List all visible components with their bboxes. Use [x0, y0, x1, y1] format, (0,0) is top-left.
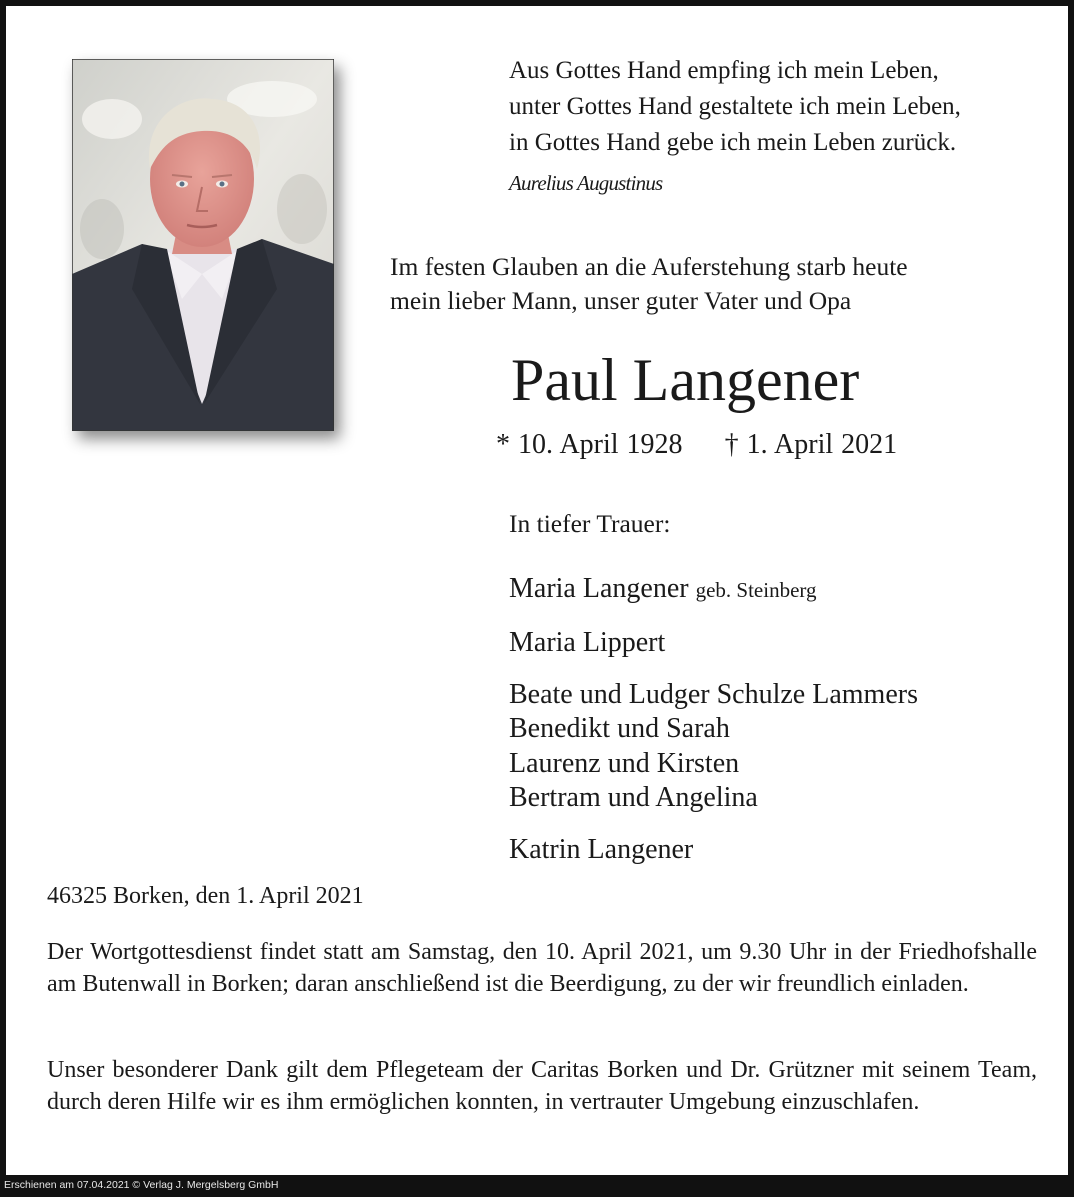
mourner-item: Benedikt und Sarah — [509, 713, 730, 744]
portrait-image — [72, 59, 334, 431]
mourning-label: In tiefer Trauer: — [509, 509, 671, 538]
quote-block — [509, 53, 961, 161]
mourner-name: Maria Langener — [509, 573, 689, 604]
quote-author: Aurelius Augustinus — [509, 171, 663, 195]
service-paragraph: Der Wortgottesdienst findet statt am Samstag, den 10. April 2021, um 9.30 Uhr in der Friedhofshalle am Butenwall in Borken; daran anschließend ist die Beerdigung, zu der wir freundlich einladen. — [47, 939, 1037, 997]
intro-text — [390, 250, 908, 318]
mourner-item: Beate und Ludger Schulze Lammers — [509, 679, 918, 710]
thanks-paragraph: Unser besonderer Dank gilt dem Pflegeteam der Caritas Borken und Dr. Grützner mit seinem Team, durch deren Hilfe wir es ihm ermöglichen konnten, in vertrauter Umgebung einzuschlafen. — [47, 1057, 1037, 1115]
publication-footer: Erschienen am 07.04.2021 © Verlag J. Mergelsberg GmbH — [4, 1179, 279, 1191]
birth-date: 10. April 1928 — [518, 429, 683, 460]
mourner-item — [509, 571, 817, 608]
obituary-page — [6, 6, 1068, 1175]
quote-line: in Gottes Hand gebe ich mein Leben zurück. — [509, 129, 957, 156]
intro-line: mein lieber Mann, unser guter Vater und Opa — [390, 286, 852, 315]
death-cross-icon: † — [724, 429, 739, 460]
deceased-name: Paul Langener — [511, 347, 860, 413]
death-date: 1. April 2021 — [746, 429, 898, 460]
mourner-item: Laurenz und Kirsten — [509, 748, 740, 779]
mourner-maiden-name: geb. Steinberg — [695, 578, 817, 602]
life-dates — [496, 429, 897, 461]
intro-line: Im festen Glauben an die Auferstehung starb heute — [390, 252, 908, 281]
mourner-item: Katrin Langener — [509, 834, 694, 865]
quote-line: Aus Gottes Hand empfing ich mein Leben, — [509, 57, 939, 84]
place-date: 46325 Borken, den 1. April 2021 — [47, 883, 364, 909]
mourner-item: Maria Lippert — [509, 627, 666, 658]
quote-line: unter Gottes Hand gestaltete ich mein Leben, — [509, 93, 961, 120]
birth-star-icon: * — [496, 429, 510, 460]
portrait-photo — [72, 59, 334, 431]
mourner-item: Bertram und Angelina — [509, 782, 758, 813]
